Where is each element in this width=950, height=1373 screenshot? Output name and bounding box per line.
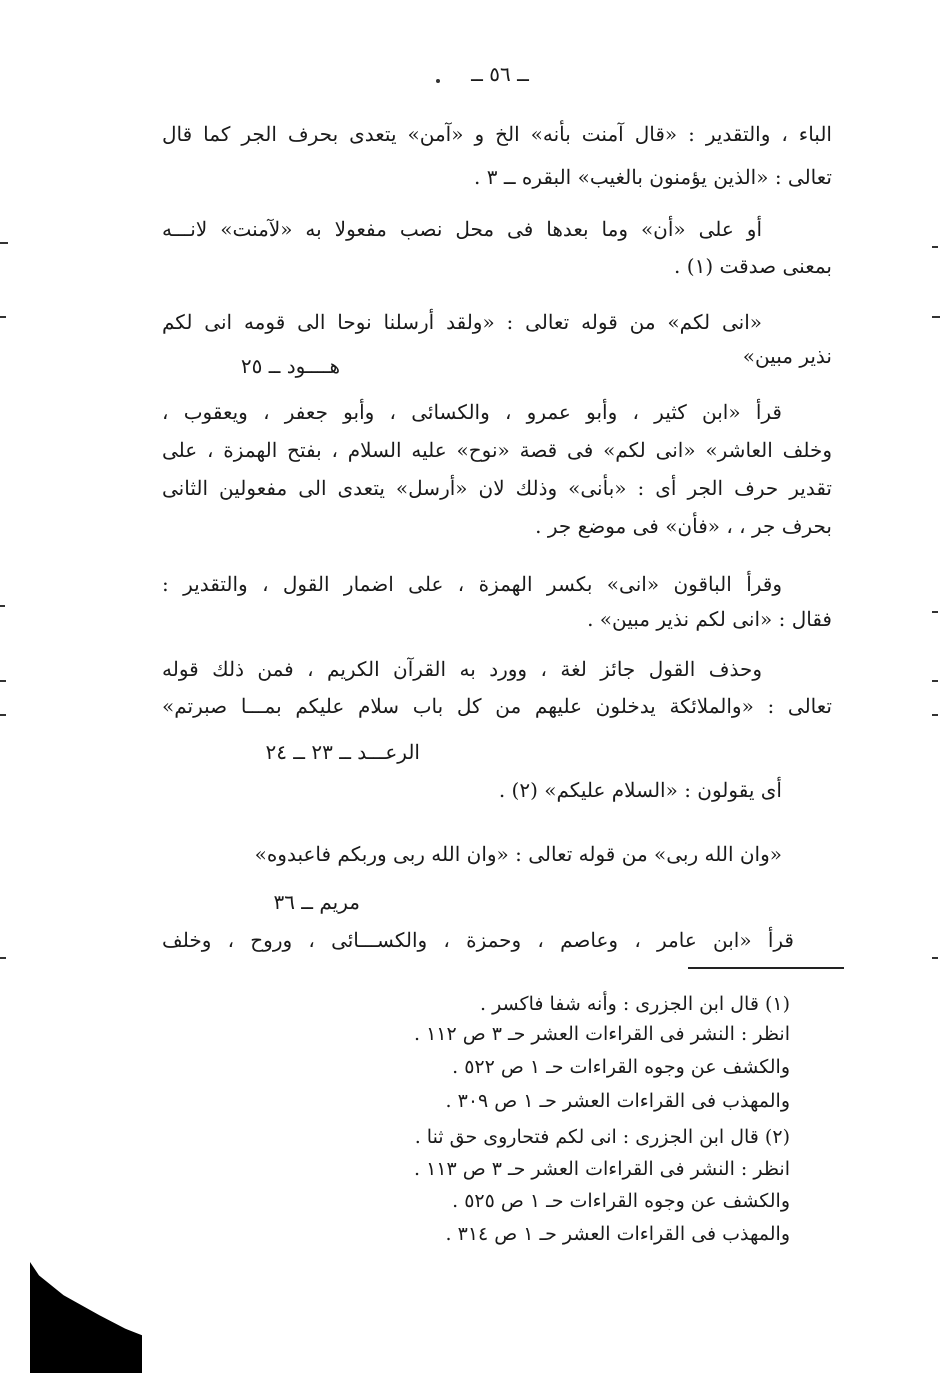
footnote-line: والمهذب فى القراءات العشر حـ ١ ص ٣١٤ . bbox=[445, 1223, 790, 1245]
margin-tick bbox=[932, 316, 940, 318]
margin-tick bbox=[0, 605, 5, 607]
body-line: أو على «أن» وما بعدها فى محل نصب مفعولا به «لآمنت» لانـــه bbox=[162, 217, 762, 241]
body-line: فقال : «انى لكم نذير مبين» . bbox=[587, 607, 832, 631]
body-line: أى يقولون : «السلام عليكم» (٢) . bbox=[498, 778, 782, 802]
body-line: تقدير حرف الجر أى : «بأنى» وذلك لان «أرسل» يتعدى الى مفعولين الثانى bbox=[162, 476, 832, 500]
footnote-line: والكشف عن وجوه القراءات حـ ١ ص ٥٢٥ . bbox=[452, 1190, 790, 1212]
body-line: «انى لكم» من قوله تعالى : «ولقد أرسلنا نوحا الى قومه انى لكم bbox=[162, 310, 762, 334]
margin-tick bbox=[932, 611, 938, 613]
footnote-separator bbox=[688, 967, 844, 969]
margin-tick bbox=[932, 680, 938, 682]
margin-tick bbox=[932, 246, 938, 248]
margin-tick bbox=[0, 957, 6, 959]
surah-reference: هــــود ــ ٢٥ bbox=[240, 354, 340, 378]
footnote-line: (٢) قال ابن الجزرى : انى لكم فتحاروى حق ثنا . bbox=[414, 1126, 790, 1148]
body-line: «وان الله ربى» من قوله تعالى : «وان الله ربى وربكم فاعبدوه» bbox=[254, 842, 782, 866]
body-line: وحذف القول جائز لغة ، وورد به القرآن الكريم ، فمن ذلك قوله bbox=[162, 657, 762, 681]
body-line: قرأ «ابن كثير ، وأبو عمرو ، والكسائى ، وأبو جعفر ، ويعقوب ، bbox=[162, 400, 782, 424]
body-line: بمعنى صدقت (١) . bbox=[674, 254, 832, 278]
margin-tick bbox=[932, 957, 938, 959]
page-number-dot bbox=[436, 79, 440, 83]
margin-tick bbox=[0, 714, 6, 716]
margin-tick bbox=[0, 242, 8, 244]
footnote-line: انظر : النشر فى القراءات العشر حـ ٣ ص ١١٢ . bbox=[414, 1023, 790, 1045]
surah-reference: الرعـــد ــ ٢٣ ــ ٢٤ bbox=[265, 740, 420, 764]
body-line: قرأ «ابن عامر ، وعاصم ، وحمزة ، والكســـائى ، وروح ، وخلف bbox=[162, 928, 794, 952]
body-line: نذير مبين» bbox=[742, 344, 832, 368]
scan-corner-blot bbox=[30, 1262, 142, 1373]
body-line: بحرف جر ، ، «فأن» فى موضع جر . bbox=[535, 514, 832, 538]
body-line: الباء ، والتقدير : «قال آمنت بأنه» الخ و «آمن» يتعدى بحرف الجر كما قال bbox=[162, 122, 832, 146]
body-line: وقرأ الباقون «انى» بكسر الهمزة ، على اضمار القول ، والتقدير : bbox=[162, 572, 783, 596]
footnote-line: (١) قال ابن الجزرى : وأنه شفا فاكسر . bbox=[480, 993, 790, 1015]
page-number: ــ ٥٦ ــ bbox=[471, 62, 529, 86]
margin-tick bbox=[932, 714, 938, 716]
margin-tick bbox=[0, 316, 6, 318]
footnote-line: والكشف عن وجوه القراءات حـ ١ ص ٥٢٢ . bbox=[452, 1056, 790, 1078]
body-line: تعالى : «الذين يؤمنون بالغيب» البقره ــ ٣ . bbox=[474, 165, 832, 189]
body-line: تعالى : «والملائكة يدخلون عليهم من كل باب سلام عليكم بمـــا صبرتم» bbox=[162, 694, 832, 718]
footnote-line: انظر : النشر فى القراءات العشر حـ ٣ ص ١١٣ . bbox=[414, 1158, 790, 1180]
margin-tick bbox=[0, 680, 6, 682]
footnote-line: والمهذب فى القراءات العشر حـ ١ ص ٣٠٩ . bbox=[445, 1090, 790, 1112]
body-line: وخلف العاشر» «انى لكم» فى قصة «نوح» عليه السلام ، بفتح الهمزة ، على bbox=[162, 438, 832, 462]
surah-reference: مريم ــ ٣٦ bbox=[273, 890, 360, 914]
